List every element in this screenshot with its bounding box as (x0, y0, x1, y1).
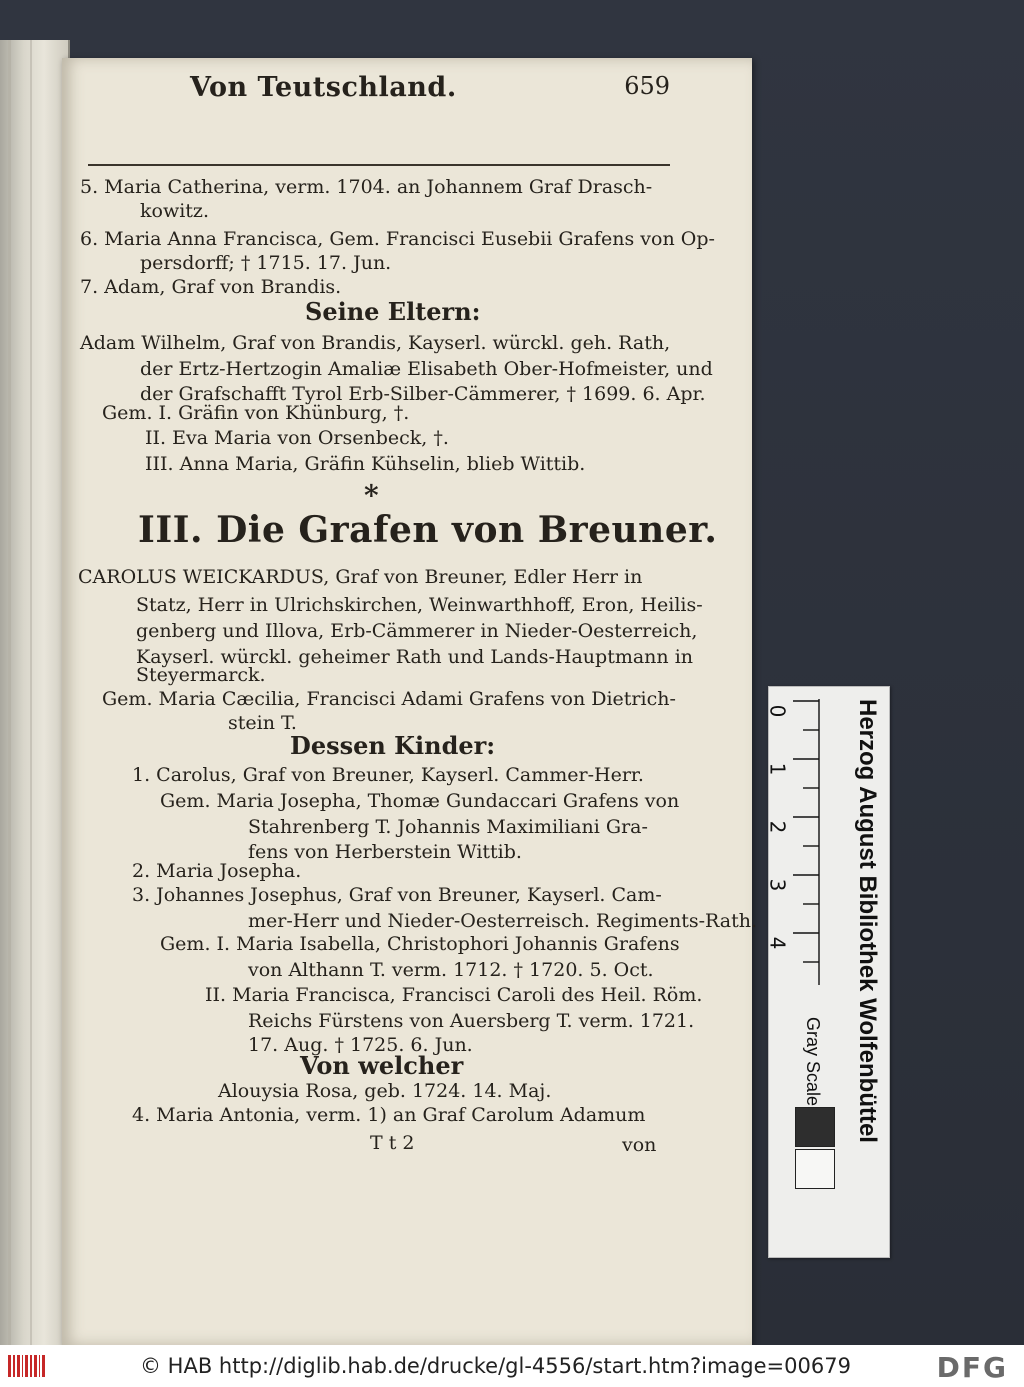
text-line: Alouysia Rosa, geb. 1724. 14. Maj. (218, 1080, 552, 1102)
text-line: Statz, Herr in Ulrichskirchen, Weinwarthhoff, Eron, Heilis- (136, 594, 703, 616)
white-swatch (795, 1149, 835, 1189)
section-heading: Von welcher (300, 1051, 464, 1080)
text-line: Stahrenberg T. Johannis Maximiliani Gra- (248, 816, 648, 838)
text-line: kowitz. (140, 200, 209, 222)
ruler-number: 3 (765, 878, 790, 892)
text-line: II. Maria Francisca, Francisci Caroli des Heil. Röm. (205, 984, 703, 1006)
text-line: mer-Herr und Nieder-Oesterreisch. Regiments-Rath. (248, 910, 758, 932)
text-line: von Althann T. verm. 1712. † 1720. 5. Oct. (248, 959, 654, 981)
ruler-number: 2 (765, 820, 790, 834)
text-line: fens von Herberstein Wittib. (248, 841, 522, 863)
ruler-number: 1 (765, 762, 790, 776)
text-line: stein T. (228, 712, 297, 734)
text-line: 3. Johannes Josephus, Graf von Breuner, Kayserl. Cam- (132, 884, 662, 906)
text-line: 17. Aug. † 1725. 6. Jun. (248, 1034, 473, 1056)
ruler-number: 0 (765, 704, 790, 718)
signature-mark: T t 2 (370, 1132, 415, 1154)
chapter-heading: III. Die Grafen von Breuner. (138, 509, 718, 551)
text-line: Gem. I. Maria Isabella, Christophori Johannis Grafens (160, 933, 680, 955)
catchword: von (622, 1134, 657, 1156)
text-line: Steyermarck. (136, 664, 266, 686)
text-line: der Grafschafft Tyrol Erb-Silber-Cämmerer, † 1699. 6. Apr. (140, 383, 706, 405)
text-line: Gem. Maria Josepha, Thomæ Gundaccari Grafens von (160, 790, 680, 812)
dfg-logo: DFG (936, 1351, 1008, 1384)
header-rule (88, 164, 670, 166)
text-line: 5. Maria Catherina, verm. 1704. an Johannem Graf Drasch- (80, 176, 653, 198)
black-swatch (795, 1107, 835, 1147)
institution-label: Herzog August Bibliothek Wolfenbüttel (854, 699, 881, 1143)
section-heading: Seine Eltern: (305, 297, 481, 326)
text-line: 4. Maria Antonia, verm. 1) an Graf Carolum Adamum (132, 1104, 646, 1126)
text-line: Gem. I. Gräfin von Khünburg, †. (102, 402, 410, 424)
text-line: 7. Adam, Graf von Brandis. (80, 276, 342, 298)
gray-scale-card (765, 686, 890, 1258)
footer-citation: © HAB http://diglib.hab.de/drucke/gl-4556/start.htm?image=00679 (140, 1354, 851, 1378)
text-line: Kayserl. würckl. geheimer Rath und Lands-Hauptmann in (136, 646, 694, 668)
text-line: genberg und Illova, Erb-Cämmerer in Nieder-Oesterreich, (136, 620, 698, 642)
barcode-icon (8, 1355, 48, 1377)
page-number: 659 (624, 72, 670, 100)
text-line: 1. Carolus, Graf von Breuner, Kayserl. Cammer-Herr. (132, 764, 644, 786)
section-heading: Dessen Kinder: (290, 731, 496, 760)
gray-scale-label: Gray Scale (803, 1017, 823, 1107)
footer-bar (0, 1345, 1024, 1387)
text-line: Reichs Fürstens von Auersberg T. verm. 1721. (248, 1010, 695, 1032)
text-line: 6. Maria Anna Francisca, Gem. Francisci Eusebii Grafens von Op- (80, 228, 715, 250)
asterisk-divider: * (364, 479, 379, 512)
text-line: persdorff; † 1715. 17. Jun. (140, 252, 392, 274)
text-line: III. Anna Maria, Gräfin Kühselin, blieb Wittib. (145, 453, 586, 475)
text-line: der Ertz-Hertzogin Amaliæ Elisabeth Ober-Hofmeister, und (140, 358, 713, 380)
text-line: II. Eva Maria von Orsenbeck, †. (145, 427, 449, 449)
text-line: Gem. Maria Cæcilia, Francisci Adami Grafens von Dietrich- (102, 688, 676, 710)
text-line: CAROLUS WEICKARDUS, Graf von Breuner, Edler Herr in (78, 566, 643, 588)
ruler-number: 4 (765, 936, 790, 950)
text-line: 2. Maria Josepha. (132, 860, 302, 882)
text-line: Adam Wilhelm, Graf von Brandis, Kayserl. würckl. geh. Rath, (80, 332, 671, 354)
previous-page-edges (0, 40, 70, 1345)
running-title: Von Teutschland. (190, 72, 457, 103)
